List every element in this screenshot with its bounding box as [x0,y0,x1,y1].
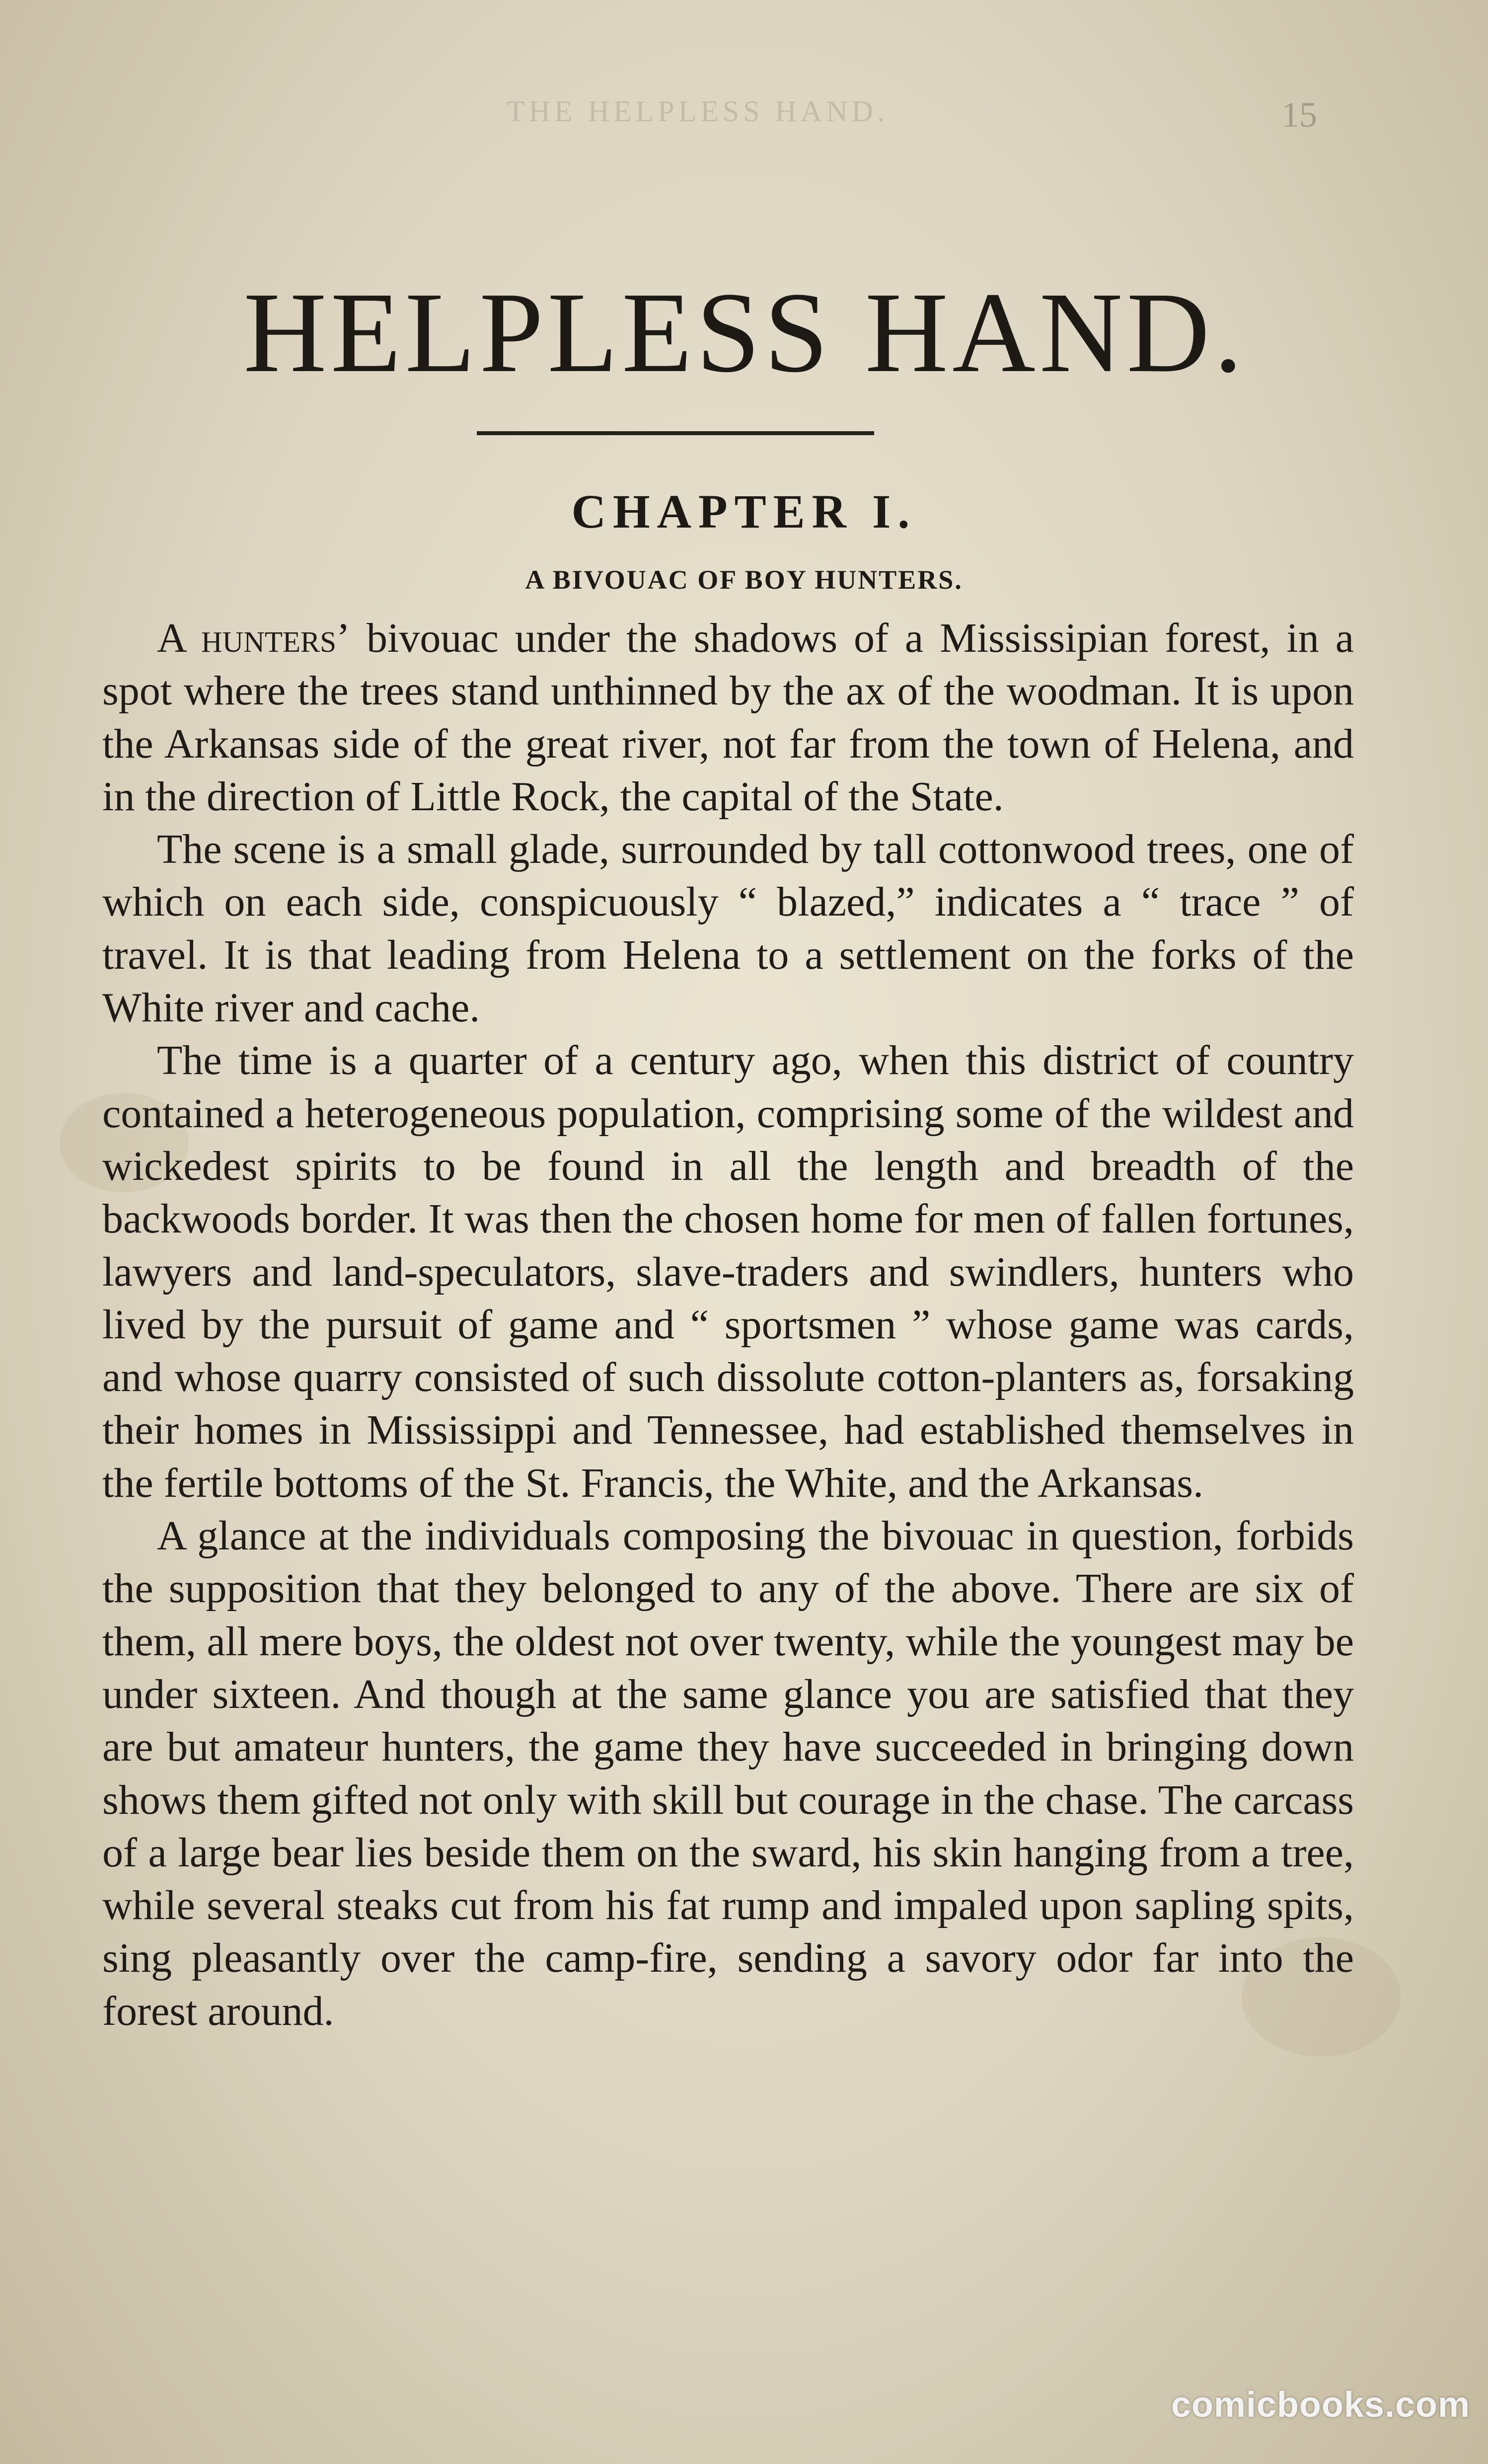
chapter-subtitle: A BIVOUAC OF BOY HUNTERS. [525,565,963,595]
title-rule [477,431,874,435]
paragraph-text: bivouac under the shadows of a Mississipian forest, in a spot where the trees stand unthinned by the ax of the woodman. It is upon the Arkansas side of the great river, not far from the town of Helena, and in the direction of Little Rock, the capital of the State. [102,615,1354,820]
chapter-heading: CHAPTER I. [571,485,917,538]
book-title: HELPLESS HAND. [243,269,1247,396]
running-head-title: THE HELPLESS HAND. [507,95,889,128]
chapter-body [102,612,1354,2038]
paragraph: A glance at the individuals composing the bivouac in question, forbids the supposition that they belonged to any of the above. There are six of them, all mere boys, the oldest not over twenty, while the youngest may be under sixteen. And though at the same glance you are satisfied that they are but amateur hunters, the game they have succeeded in bringing down shows them gifted not only with skill but courage in the chase. The carcass of a large bear lies beside them on the sward, his skin hanging from a tree, while several steaks cut from his fat rump and impaled upon sapling spits, sing pleasantly over the camp-fire, sending a savory odor far into the forest around. [102,1513,1354,2034]
watermark: comicbooks.com [1171,2385,1470,2425]
page-number: 15 [1281,95,1317,135]
paragraph-lead: A hunters’ [157,615,351,661]
paragraph [102,612,1354,823]
paragraph: The scene is a small glade, surrounded by tall cottonwood trees, one of which on each side, conspicuously “ blazed,” indicates a “ trace ” of travel. It is that leading from Helena to a settlement on the forks of the White river and cache. [102,826,1354,1031]
paragraph: The time is a quarter of a century ago, when this district of country contained a heterogeneous population, comprising some of the wildest and wickedest spirits to be found in all the length and breadth of the backwoods border. It was then the chosen home for men of fallen fortunes, lawyers and land-speculators, slave-traders and swindlers, hunters who lived by the pursuit of game and “ sportsmen ” whose game was cards, and whose quarry consisted of such dissolute cotton-planters as, forsaking their homes in Mississippi and Tennessee, had established themselves in the fertile bottoms of the St. Francis, the White, and the Arkansas. [102,1037,1354,1506]
running-head [0,75,1488,144]
